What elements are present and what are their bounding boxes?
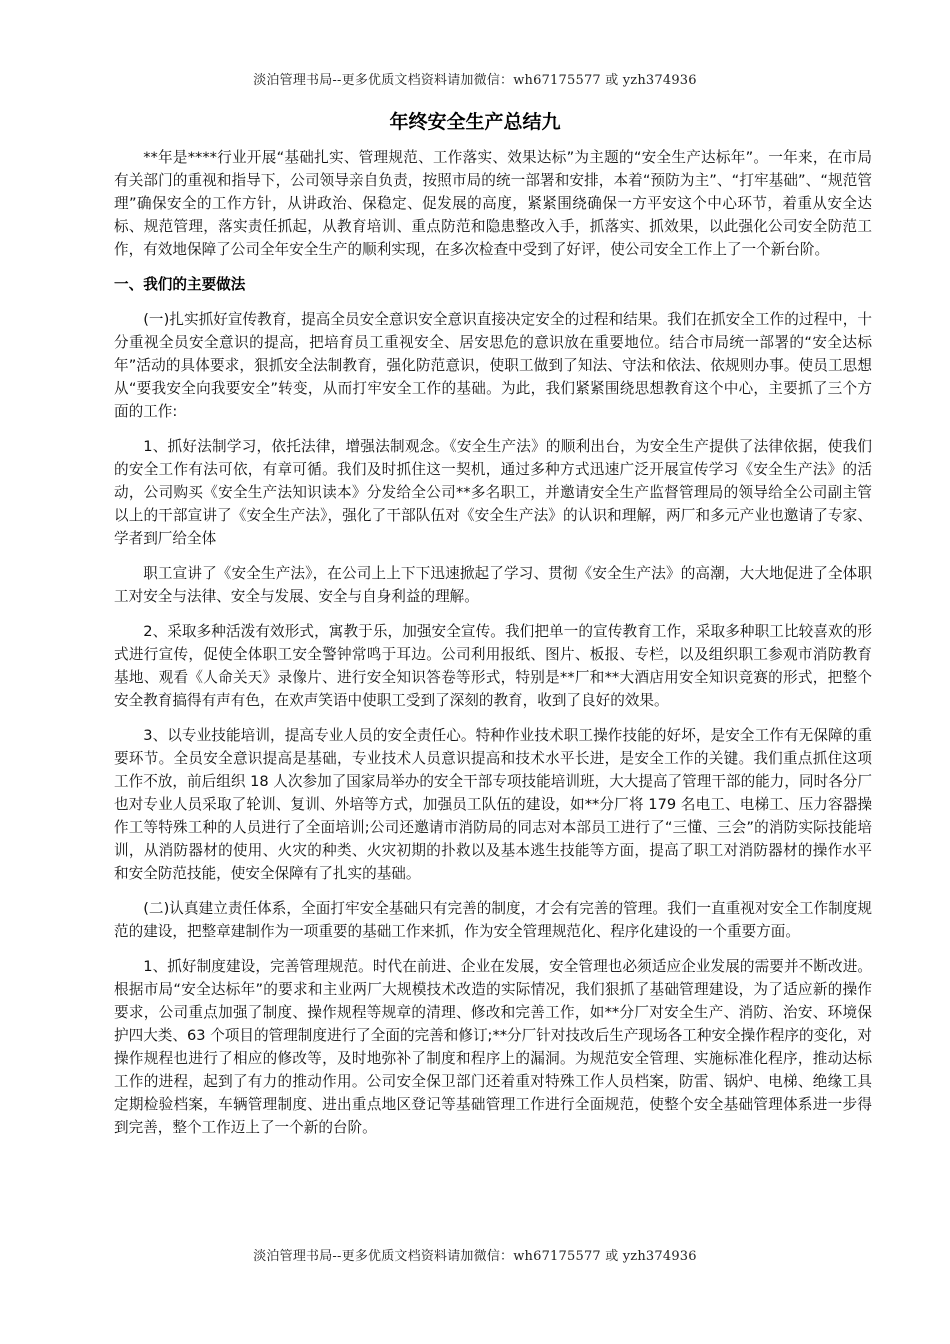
document-title: 年终安全生产总结九 xyxy=(389,111,561,133)
footer-watermark-note: 淡泊管理书局--更多优质文档资料请加微信：wh67175577 或 yzh374936 xyxy=(253,1249,697,1264)
paragraph-legal-study: 1、抓好法制学习，依托法律，增强法制观念。《安全生产法》的顺利出台，为安全生产提供了法律依据，使我们的安全工作有法可依，有章可循。我们及时抓住这一契机，通过多种方式迅速广泛开展宣传学习《安全生产法》的活动，公司购买《安全生产法知识读本》分发给全公司**多名职工，并邀请安全生产监督管理局的领导给全公司副主管以上的干部宣讲了《安全生产法》，强化了干部队伍对《安全生产法》的认识和理解，两厂和多元产业也邀请了专家、学者到厂给全体 xyxy=(114,438,872,547)
paragraph-publicity-education: (一)扎实抓好宣传教育，提高全员安全意识安全意识直接决定安全的过程和结果。我们在抓安全工作的过程中，十分重视全员安全意识的提高，把培育员工重视安全、居安思危的意识放在重要地位。结合市局统一部署的“安全达标年”活动的具体要求，狠抓安全法制教育，强化防范意识，使职工做到了知法、守法和依法、依规则办事。使员工思想从“要我安全向我要安全”转变，从而打牢安全工作的基础。为此，我们紧紧围绕思想教育这个中心，主要抓了三个方面的工作: xyxy=(114,311,872,420)
header-watermark-note: 淡泊管理书局--更多优质文档资料请加微信：wh67175577 或 yzh374936 xyxy=(253,73,697,88)
intro-paragraph: **年是****行业开展“基础扎实、管理规范、工作落实、效果达标”为主题的“安全生产达标年”。一年来，在市局有关部门的重视和指导下，公司领导亲自负责，按照市局的统一部署和安排，本着“预防为主”、“打牢基础”、“规范管理”确保安全的工作方针，从讲政治、保稳定、促发展的高度，紧紧围绕确保一方平安这个中心环节，着重从安全达标、规范管理，落实责任抓起，从教育培训、重点防范和隐患整改入手，抓落实、抓效果，以此强化公司安全防范工作，有效地保障了公司全年安全生产的顺利实现，在多次检查中受到了好评，使公司安全工作上了一个新台阶。 xyxy=(114,149,872,258)
paragraph-safety-promotion: 2、采取多种活泼有效形式，寓教于乐，加强安全宣传。我们把单一的宣传教育工作，采取多种职工比较喜欢的形式进行宣传，促使全体职工安全警钟常鸣于耳边。公司利用报纸、图片、板报、专栏，以及组织职工参观市消防教育基地、观看《人命关天》录像片、进行安全知识答卷等形式，特别是**厂和**大酒店用安全知识竞赛的形式，把整个安全教育搞得有声有色，在欢声笑语中使职工受到了深刻的教育，收到了良好的效果。 xyxy=(114,623,872,709)
paragraph-legal-study-continued: 职工宣讲了《安全生产法》，在公司上上下下迅速掀起了学习、贯彻《安全生产法》的高潮，大大地促进了全体职工对安全与法律、安全与发展、安全与自身利益的理解。 xyxy=(114,565,872,605)
paragraph-responsibility-system: (二)认真建立责任体系，全面打牢安全基础只有完善的制度，才会有完善的管理。我们一直重视对安全工作制度规范的建设，把整章建制作为一项重要的基础工作来抓，作为安全管理规范化、程序化建设的一个重要方面。 xyxy=(114,900,872,940)
section-heading-main-practices: 一、我们的主要做法 xyxy=(114,276,246,293)
paragraph-system-building: 1、抓好制度建设，完善管理规范。时代在前进、企业在发展，安全管理也必须适应企业发展的需要并不断改进。根据市局“安全达标年”的要求和主业两厂大规模技术改造的实际情况，我们狠抓了基础管理建设，为了适应新的操作要求，公司重点加强了制度、操作规程等规章的清理、修改和完善工作，如**分厂对安全生产、消防、治安、环境保护四大类、63 个项目的管理制度进行了全面的完善和修订;**分厂针对技改后生产现场各工种安全操作程序的变化，对操作规程也进行了相应的修改等，及时地弥补了制度和程序上的漏洞。为规范安全管理、实施标准化程序，推动达标工作的进程，起到了有力的推动作用。公司安全保卫部门还着重对特殊工作人员档案，防雷、锅炉、电梯、绝缘工具定期检验档案，车辆管理制度、进出重点地区登记等基础管理工作进行全面规范，使整个安全基础管理体系进一步得到完善，整个工作迈上了一个新的台阶。 xyxy=(114,958,872,1136)
document-body xyxy=(114,146,872,1151)
paragraph-skills-training: 3、以专业技能培训，提高专业人员的安全责任心。特种作业技术职工操作技能的好坏，是安全工作有无保障的重要环节。全员安全意识提高是基础，专业技术人员意识提高和技术水平长进，是安全工作的关键。我们重点抓住这项工作不放，前后组织 18 人次参加了国家局举办的安全干部专项技能培训班，大大提高了管理干部的能力，同时各分厂也对专业人员采取了轮训、复训、外培等方式，加强员工队伍的建设，如**分厂将 179 名电工、电梯工、压力容器操作工等特殊工种的人员进行了全面培训;公司还邀请市消防局的同志对本部员工进行了“三懂、三会”的消防实际技能培训，从消防器材的使用、火灾的种类、火灾初期的扑救以及基本逃生技能等方面，提高了职工对消防器材的操作水平和安全防范技能，使安全保障有了扎实的基础。 xyxy=(114,727,872,882)
